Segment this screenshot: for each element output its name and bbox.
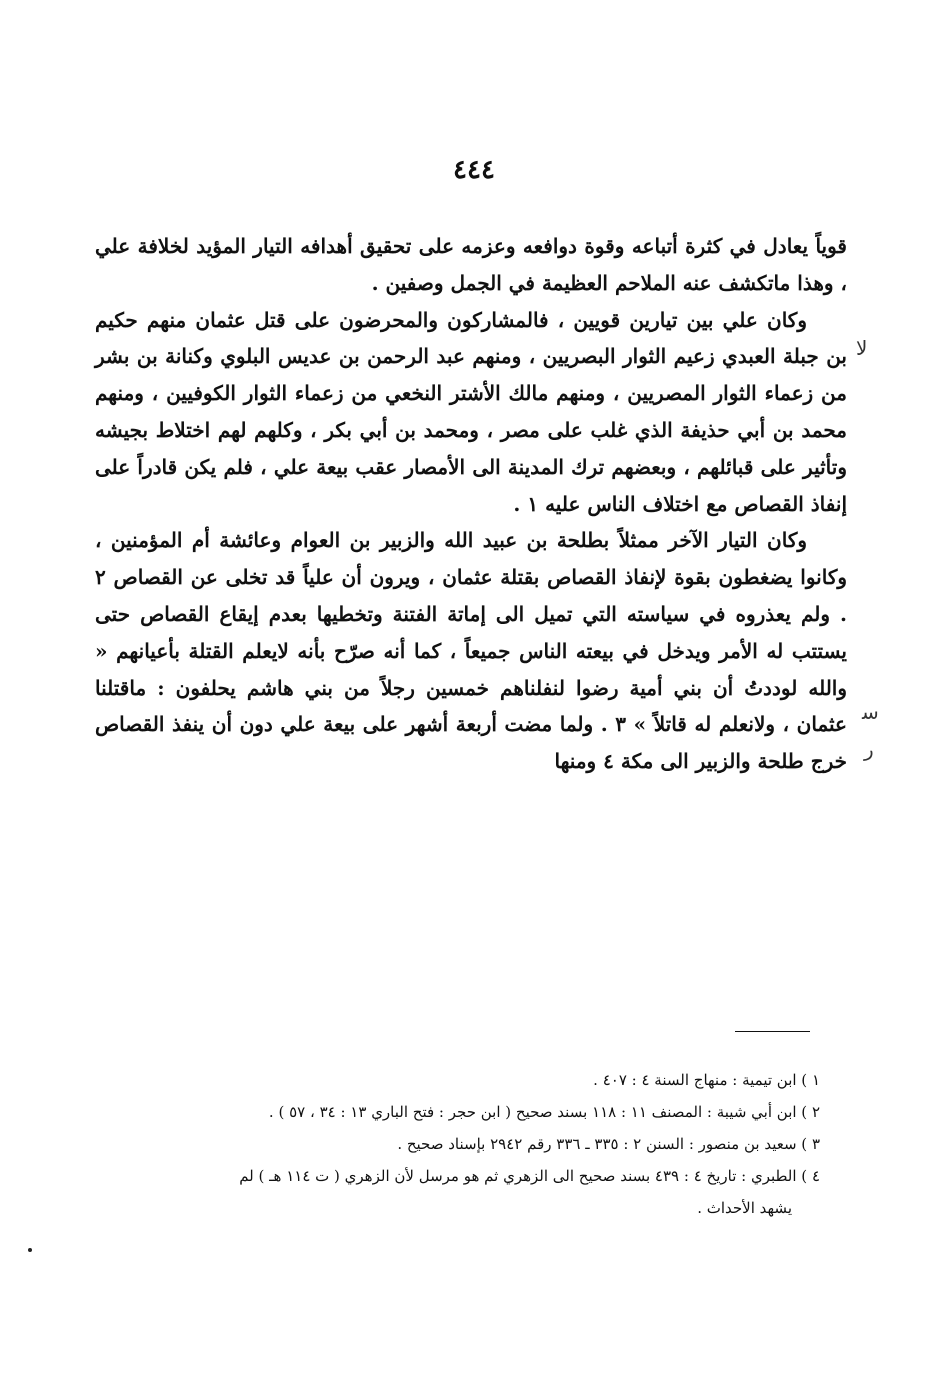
margin-annotation-3: ﺭ bbox=[864, 737, 874, 761]
footnote-4-continuation: يشهد الأحداث . bbox=[697, 1199, 792, 1217]
main-text bbox=[95, 228, 847, 780]
footnote-3: ٣ ) سعيد بن منصور : السنن ٢ : ٣٣٥ ـ ٣٣٦ رقم ٢٩٤٢ بإسناد صحيح . bbox=[397, 1135, 820, 1153]
paragraph-2: وكان علي بين تيارين قويين ، فالمشاركون والمحرضون على قتل عثمان منهم حكيم بن جبلة العبدي زعيم الثوار البصريين ، ومنهم عبد الرحمن بن عديس البلوي وكنانة بن بشر من زعماء الثوار المصريين ، ومنهم مالك الأشتر النخعي من زعماء الثوار الكوفيين ، ومنهم محمد بن أبي حذيفة الذي غلب على مصر ، ومحمد بن أبي بكر ، وكلهم لهم اختلاط بجيشه وتأثير على قبائلهم ، وبعضهم ترك المدينة الى الأمصار عقب بيعة علي ، فلم يكن قادراً على إنفاذ القصاص مع اختلاف الناس عليه ١ . bbox=[95, 307, 847, 516]
margin-annotation-2: ﺳ bbox=[862, 700, 879, 724]
footnotes bbox=[120, 1064, 820, 1224]
scan-speck bbox=[28, 1248, 32, 1252]
footnote-separator bbox=[735, 1031, 810, 1032]
footnote-4: ٤ ) الطبري : تاريخ ٤ : ٤٣٩ بسند صحيح الى الزهري ثم هو مرسل لأن الزهري ( ت ١١٤ هـ ) لم bbox=[239, 1167, 820, 1185]
footnote-2: ٢ ) ابن أبي شيبة : المصنف ١١ : ١١٨ بسند صحيح ( ابن حجر : فتح الباري ١٣ : ٣٤ ، ٥٧ ) . bbox=[268, 1103, 820, 1121]
paragraph-3: وكان التيار الآخر ممثلاً بطلحة بن عبيد الله والزبير بن العوام وعائشة أم المؤمنين ، وكانوا يضغطون بقوة لإنفاذ القصاص بقتلة عثمان ، ويرون أن علياً قد تخلى عن القصاص ٢ . ولم يعذروه في سياسته التي تميل الى إماتة الفتنة وتخطيها بعدم إيقاع القصاص حتى يستتب له الأمر ويدخل في بيعته الناس جميعاً ، كما أنه صرّح بأنه لايعلم القتلة بأعيانهم « والله لوددتُ أن بني أمية رضوا لنفلناهم خمسين رجلاً من بني هاشم يحلفون : ماقتلنا عثمان ، ولانعلم له قاتلاً » ٣ . ولما مضت أربعة أشهر على بيعة علي دون أن ينفذ القصاص خرج طلحة والزبير الى مكة ٤ ومنها bbox=[95, 528, 847, 774]
footnote-1: ١ ) ابن تيمية : منهاج السنة ٤ : ٤٠٧ . bbox=[593, 1071, 820, 1089]
page-number: ٤٤٤ bbox=[453, 155, 495, 185]
margin-annotation-1: ﻻ bbox=[856, 336, 868, 360]
paragraph-1: قوياً يعادل في كثرة أتباعه وقوة دوافعه وعزمه على تحقيق أهدافه التيار المؤيد لخلافة علي ، وهذا ماتكشف عنه الملاحم العظيمة في الجمل وصفين . bbox=[95, 234, 847, 295]
